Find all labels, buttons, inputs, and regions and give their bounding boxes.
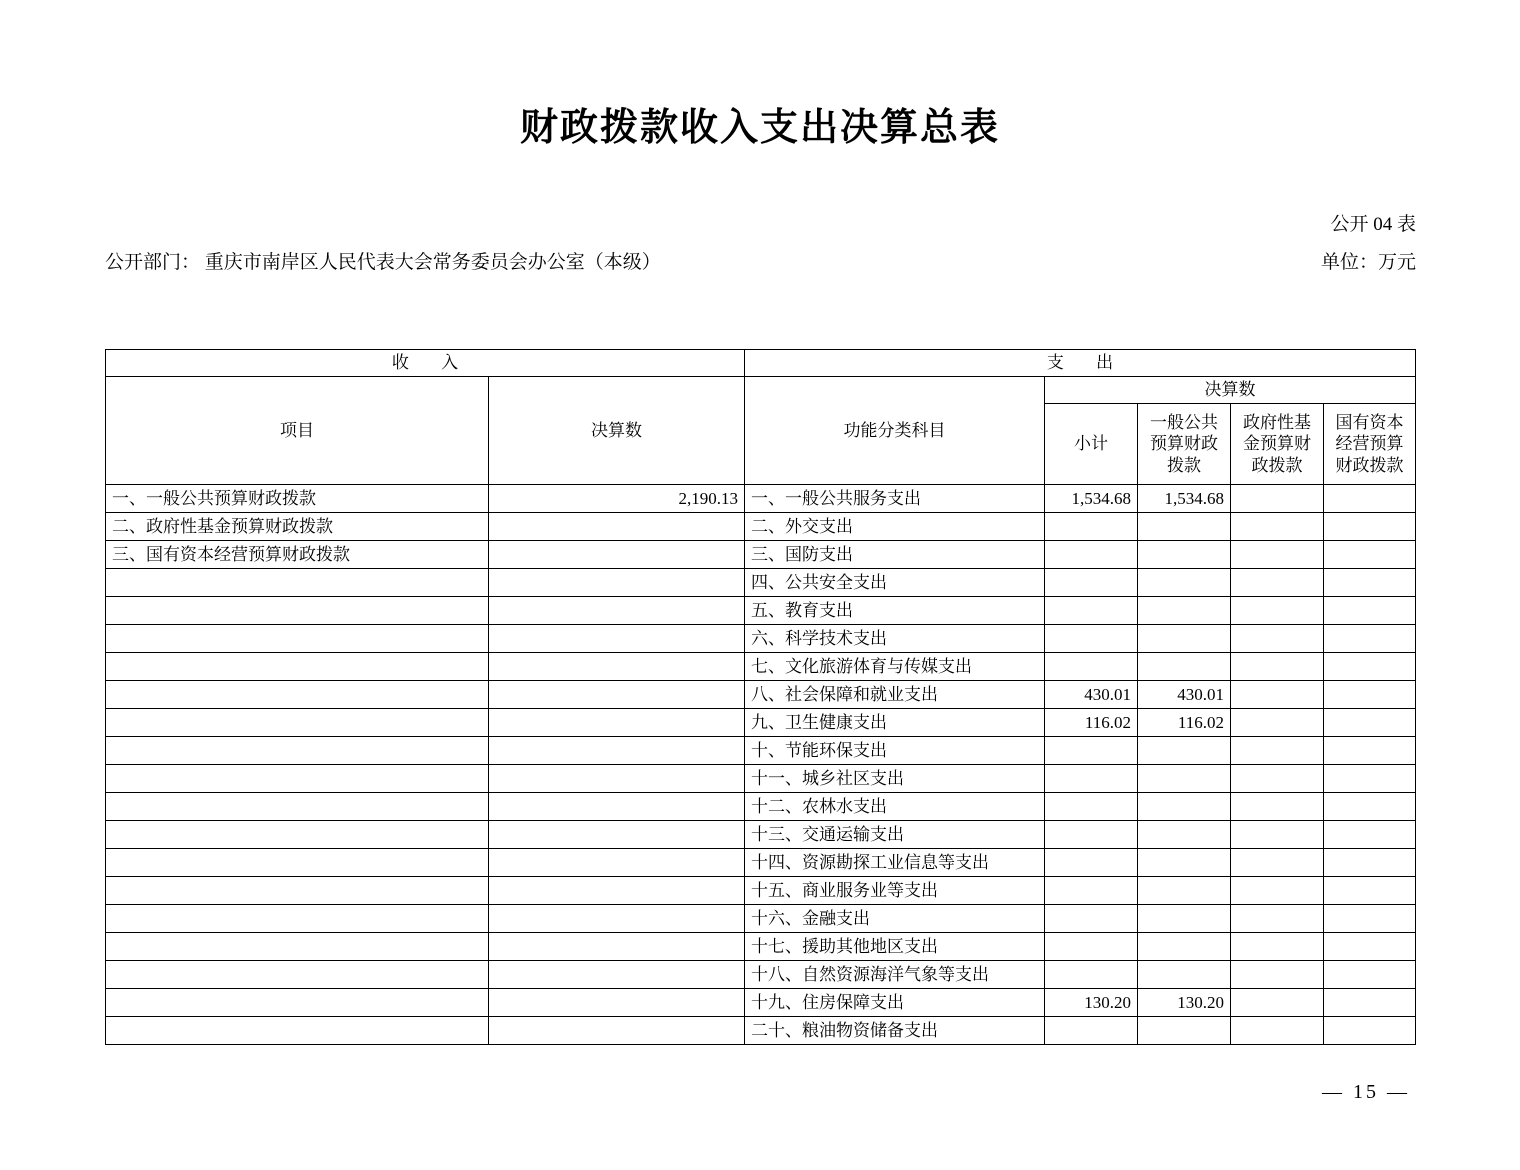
- expense-fund: [1231, 709, 1324, 737]
- table-row: [106, 485, 1416, 513]
- expense-category: 一、一般公共服务支出: [745, 485, 1045, 513]
- income-item: 一、一般公共预算财政拨款: [106, 485, 489, 513]
- income-item: [106, 569, 489, 597]
- income-amount: [489, 597, 745, 625]
- expense-subtotal: [1045, 793, 1138, 821]
- income-item: [106, 737, 489, 765]
- table-subheader-row-1: [106, 377, 1416, 404]
- expense-category: 十二、农林水支出: [745, 793, 1045, 821]
- income-item-header: 项目: [106, 377, 489, 485]
- expense-category: 十八、自然资源海洋气象等支出: [745, 961, 1045, 989]
- expense-fund: [1231, 625, 1324, 653]
- expense-subtotal: [1045, 653, 1138, 681]
- expense-subtotal: [1045, 1017, 1138, 1045]
- expense-subtotal: [1045, 541, 1138, 569]
- expense-fund: [1231, 681, 1324, 709]
- expense-capital: [1324, 989, 1416, 1017]
- page-number: — 15 —: [1322, 1081, 1410, 1103]
- expense-subtotal-header: 小计: [1045, 404, 1138, 485]
- table-row: [106, 989, 1416, 1017]
- expense-general: [1138, 793, 1231, 821]
- expense-general: [1138, 569, 1231, 597]
- income-item: 二、政府性基金预算财政拨款: [106, 513, 489, 541]
- expense-capital: [1324, 569, 1416, 597]
- expense-general: [1138, 653, 1231, 681]
- income-amount: [489, 933, 745, 961]
- income-item: [106, 653, 489, 681]
- income-amount: [489, 541, 745, 569]
- expense-category: 十三、交通运输支出: [745, 821, 1045, 849]
- expense-subtotal: [1045, 737, 1138, 765]
- unit-label: 单位：万元: [1320, 252, 1416, 273]
- expense-subtotal: [1045, 877, 1138, 905]
- income-amount: [489, 765, 745, 793]
- income-item: [106, 877, 489, 905]
- expense-final-amount-header: 决算数: [1045, 377, 1416, 404]
- expense-subtotal: [1045, 625, 1138, 653]
- income-amount: [489, 1017, 745, 1045]
- expense-category: 六、科学技术支出: [745, 625, 1045, 653]
- income-amount: [489, 737, 745, 765]
- income-amount: [489, 569, 745, 597]
- expense-capital: [1324, 625, 1416, 653]
- expense-government-fund-header: 政府性基金预算财政拨款: [1231, 404, 1324, 485]
- table-row: [106, 653, 1416, 681]
- expense-capital: [1324, 933, 1416, 961]
- form-code-row: [0, 209, 1520, 239]
- expense-capital: [1324, 1017, 1416, 1045]
- expense-capital: [1324, 485, 1416, 513]
- table-row: [106, 1017, 1416, 1045]
- expense-capital: [1324, 849, 1416, 877]
- expense-general-budget-header: 一般公共预算财政拨款: [1138, 404, 1231, 485]
- expense-general: [1138, 821, 1231, 849]
- expense-category-header: 功能分类科目: [745, 377, 1045, 485]
- expense-general: [1138, 933, 1231, 961]
- table-row: [106, 597, 1416, 625]
- expense-fund: [1231, 989, 1324, 1017]
- expense-subtotal: 130.20: [1045, 989, 1138, 1017]
- expense-fund: [1231, 569, 1324, 597]
- income-item: [106, 765, 489, 793]
- page-title: 财政拨款收入支出决算总表: [519, 107, 1000, 149]
- expense-fund: [1231, 653, 1324, 681]
- income-amount: [489, 653, 745, 681]
- expense-general: [1138, 541, 1231, 569]
- expense-category: 八、社会保障和就业支出: [745, 681, 1045, 709]
- table-row: [106, 933, 1416, 961]
- table-row: [106, 793, 1416, 821]
- expense-fund: [1231, 1017, 1324, 1045]
- expense-capital: [1324, 513, 1416, 541]
- expense-category: 五、教育支出: [745, 597, 1045, 625]
- expense-capital: [1324, 765, 1416, 793]
- expense-fund: [1231, 849, 1324, 877]
- expense-capital: [1324, 681, 1416, 709]
- expense-capital: [1324, 653, 1416, 681]
- income-amount: [489, 709, 745, 737]
- expense-subtotal: [1045, 821, 1138, 849]
- financial-table: [105, 349, 1416, 1045]
- income-item: [106, 849, 489, 877]
- expense-category: 十一、城乡社区支出: [745, 765, 1045, 793]
- table-row: [106, 681, 1416, 709]
- expense-category: 四、公共安全支出: [745, 569, 1045, 597]
- form-code: 公开 04 表: [1330, 214, 1416, 235]
- income-item: [106, 709, 489, 737]
- expense-general: 430.01: [1138, 681, 1231, 709]
- table-row: [106, 961, 1416, 989]
- table-row: [106, 709, 1416, 737]
- table-row: [106, 625, 1416, 653]
- income-item: [106, 1017, 489, 1045]
- income-amount: [489, 513, 745, 541]
- income-amount: [489, 989, 745, 1017]
- expense-general: [1138, 765, 1231, 793]
- expense-general: [1138, 513, 1231, 541]
- expense-category: 七、文化旅游体育与传媒支出: [745, 653, 1045, 681]
- expense-general: [1138, 597, 1231, 625]
- expense-general: [1138, 877, 1231, 905]
- department-line: [105, 247, 661, 274]
- income-item: [106, 625, 489, 653]
- income-item: [106, 597, 489, 625]
- expense-subtotal: [1045, 513, 1138, 541]
- expense-category: 十九、住房保障支出: [745, 989, 1045, 1017]
- table-row: [106, 569, 1416, 597]
- expense-capital: [1324, 541, 1416, 569]
- table-row: [106, 905, 1416, 933]
- expense-category: 二十、粮油物资储备支出: [745, 1017, 1045, 1045]
- expense-subtotal: [1045, 597, 1138, 625]
- expense-general: 116.02: [1138, 709, 1231, 737]
- expense-fund: [1231, 905, 1324, 933]
- income-item: [106, 793, 489, 821]
- expense-category: 三、国防支出: [745, 541, 1045, 569]
- expense-general: 130.20: [1138, 989, 1231, 1017]
- expense-fund: [1231, 933, 1324, 961]
- expense-general: 1,534.68: [1138, 485, 1231, 513]
- income-amount: [489, 961, 745, 989]
- income-item: [106, 905, 489, 933]
- income-item: 三、国有资本经营预算财政拨款: [106, 541, 489, 569]
- department-label: 公开部门：: [105, 252, 201, 273]
- expense-group-header: 支 出: [745, 350, 1416, 377]
- table-row: [106, 849, 1416, 877]
- expense-capital: [1324, 709, 1416, 737]
- income-amount: [489, 821, 745, 849]
- income-amount: 2,190.13: [489, 485, 745, 513]
- table-row: [106, 541, 1416, 569]
- expense-general: [1138, 905, 1231, 933]
- expense-general: [1138, 849, 1231, 877]
- expense-subtotal: [1045, 961, 1138, 989]
- expense-capital: [1324, 961, 1416, 989]
- income-amount: [489, 905, 745, 933]
- table-row: [106, 877, 1416, 905]
- department-name: 重庆市南岸区人民代表大会常务委员会办公室（本级）: [204, 252, 661, 273]
- expense-general: [1138, 737, 1231, 765]
- expense-capital: [1324, 821, 1416, 849]
- table-row: [106, 737, 1416, 765]
- table-row: [106, 765, 1416, 793]
- table-row: [106, 513, 1416, 541]
- expense-subtotal: [1045, 765, 1138, 793]
- expense-subtotal: 430.01: [1045, 681, 1138, 709]
- expense-general: [1138, 625, 1231, 653]
- expense-category: 十七、援助其他地区支出: [745, 933, 1045, 961]
- income-item: [106, 989, 489, 1017]
- expense-category: 十六、金融支出: [745, 905, 1045, 933]
- expense-fund: [1231, 597, 1324, 625]
- expense-general: [1138, 1017, 1231, 1045]
- income-amount: [489, 625, 745, 653]
- expense-fund: [1231, 541, 1324, 569]
- department-row: [0, 247, 1520, 277]
- expense-category: 十五、商业服务业等支出: [745, 877, 1045, 905]
- expense-category: 十、节能环保支出: [745, 737, 1045, 765]
- expense-category: 九、卫生健康支出: [745, 709, 1045, 737]
- income-item: [106, 961, 489, 989]
- expense-category: 二、外交支出: [745, 513, 1045, 541]
- expense-subtotal: [1045, 849, 1138, 877]
- expense-subtotal: 1,534.68: [1045, 485, 1138, 513]
- expense-general: [1138, 961, 1231, 989]
- table-row: [106, 821, 1416, 849]
- document-page: [0, 96, 1520, 1170]
- expense-category: 十四、资源勘探工业信息等支出: [745, 849, 1045, 877]
- income-amount: [489, 877, 745, 905]
- expense-subtotal: 116.02: [1045, 709, 1138, 737]
- expense-fund: [1231, 961, 1324, 989]
- expense-capital: [1324, 905, 1416, 933]
- expense-fund: [1231, 793, 1324, 821]
- expense-fund: [1231, 765, 1324, 793]
- income-item: [106, 933, 489, 961]
- expense-capital: [1324, 793, 1416, 821]
- income-item: [106, 681, 489, 709]
- expense-fund: [1231, 877, 1324, 905]
- income-amount: [489, 793, 745, 821]
- table-group-header-row: [106, 350, 1416, 377]
- expense-state-capital-header: 国有资本经营预算财政拨款: [1324, 404, 1416, 485]
- expense-subtotal: [1045, 933, 1138, 961]
- income-amount: [489, 681, 745, 709]
- expense-fund: [1231, 513, 1324, 541]
- expense-capital: [1324, 877, 1416, 905]
- expense-capital: [1324, 597, 1416, 625]
- income-group-header: 收 入: [106, 350, 745, 377]
- expense-subtotal: [1045, 905, 1138, 933]
- income-amount: [489, 849, 745, 877]
- expense-capital: [1324, 737, 1416, 765]
- expense-subtotal: [1045, 569, 1138, 597]
- expense-fund: [1231, 485, 1324, 513]
- expense-fund: [1231, 821, 1324, 849]
- income-item: [106, 821, 489, 849]
- expense-fund: [1231, 737, 1324, 765]
- income-amount-header: 决算数: [489, 377, 745, 485]
